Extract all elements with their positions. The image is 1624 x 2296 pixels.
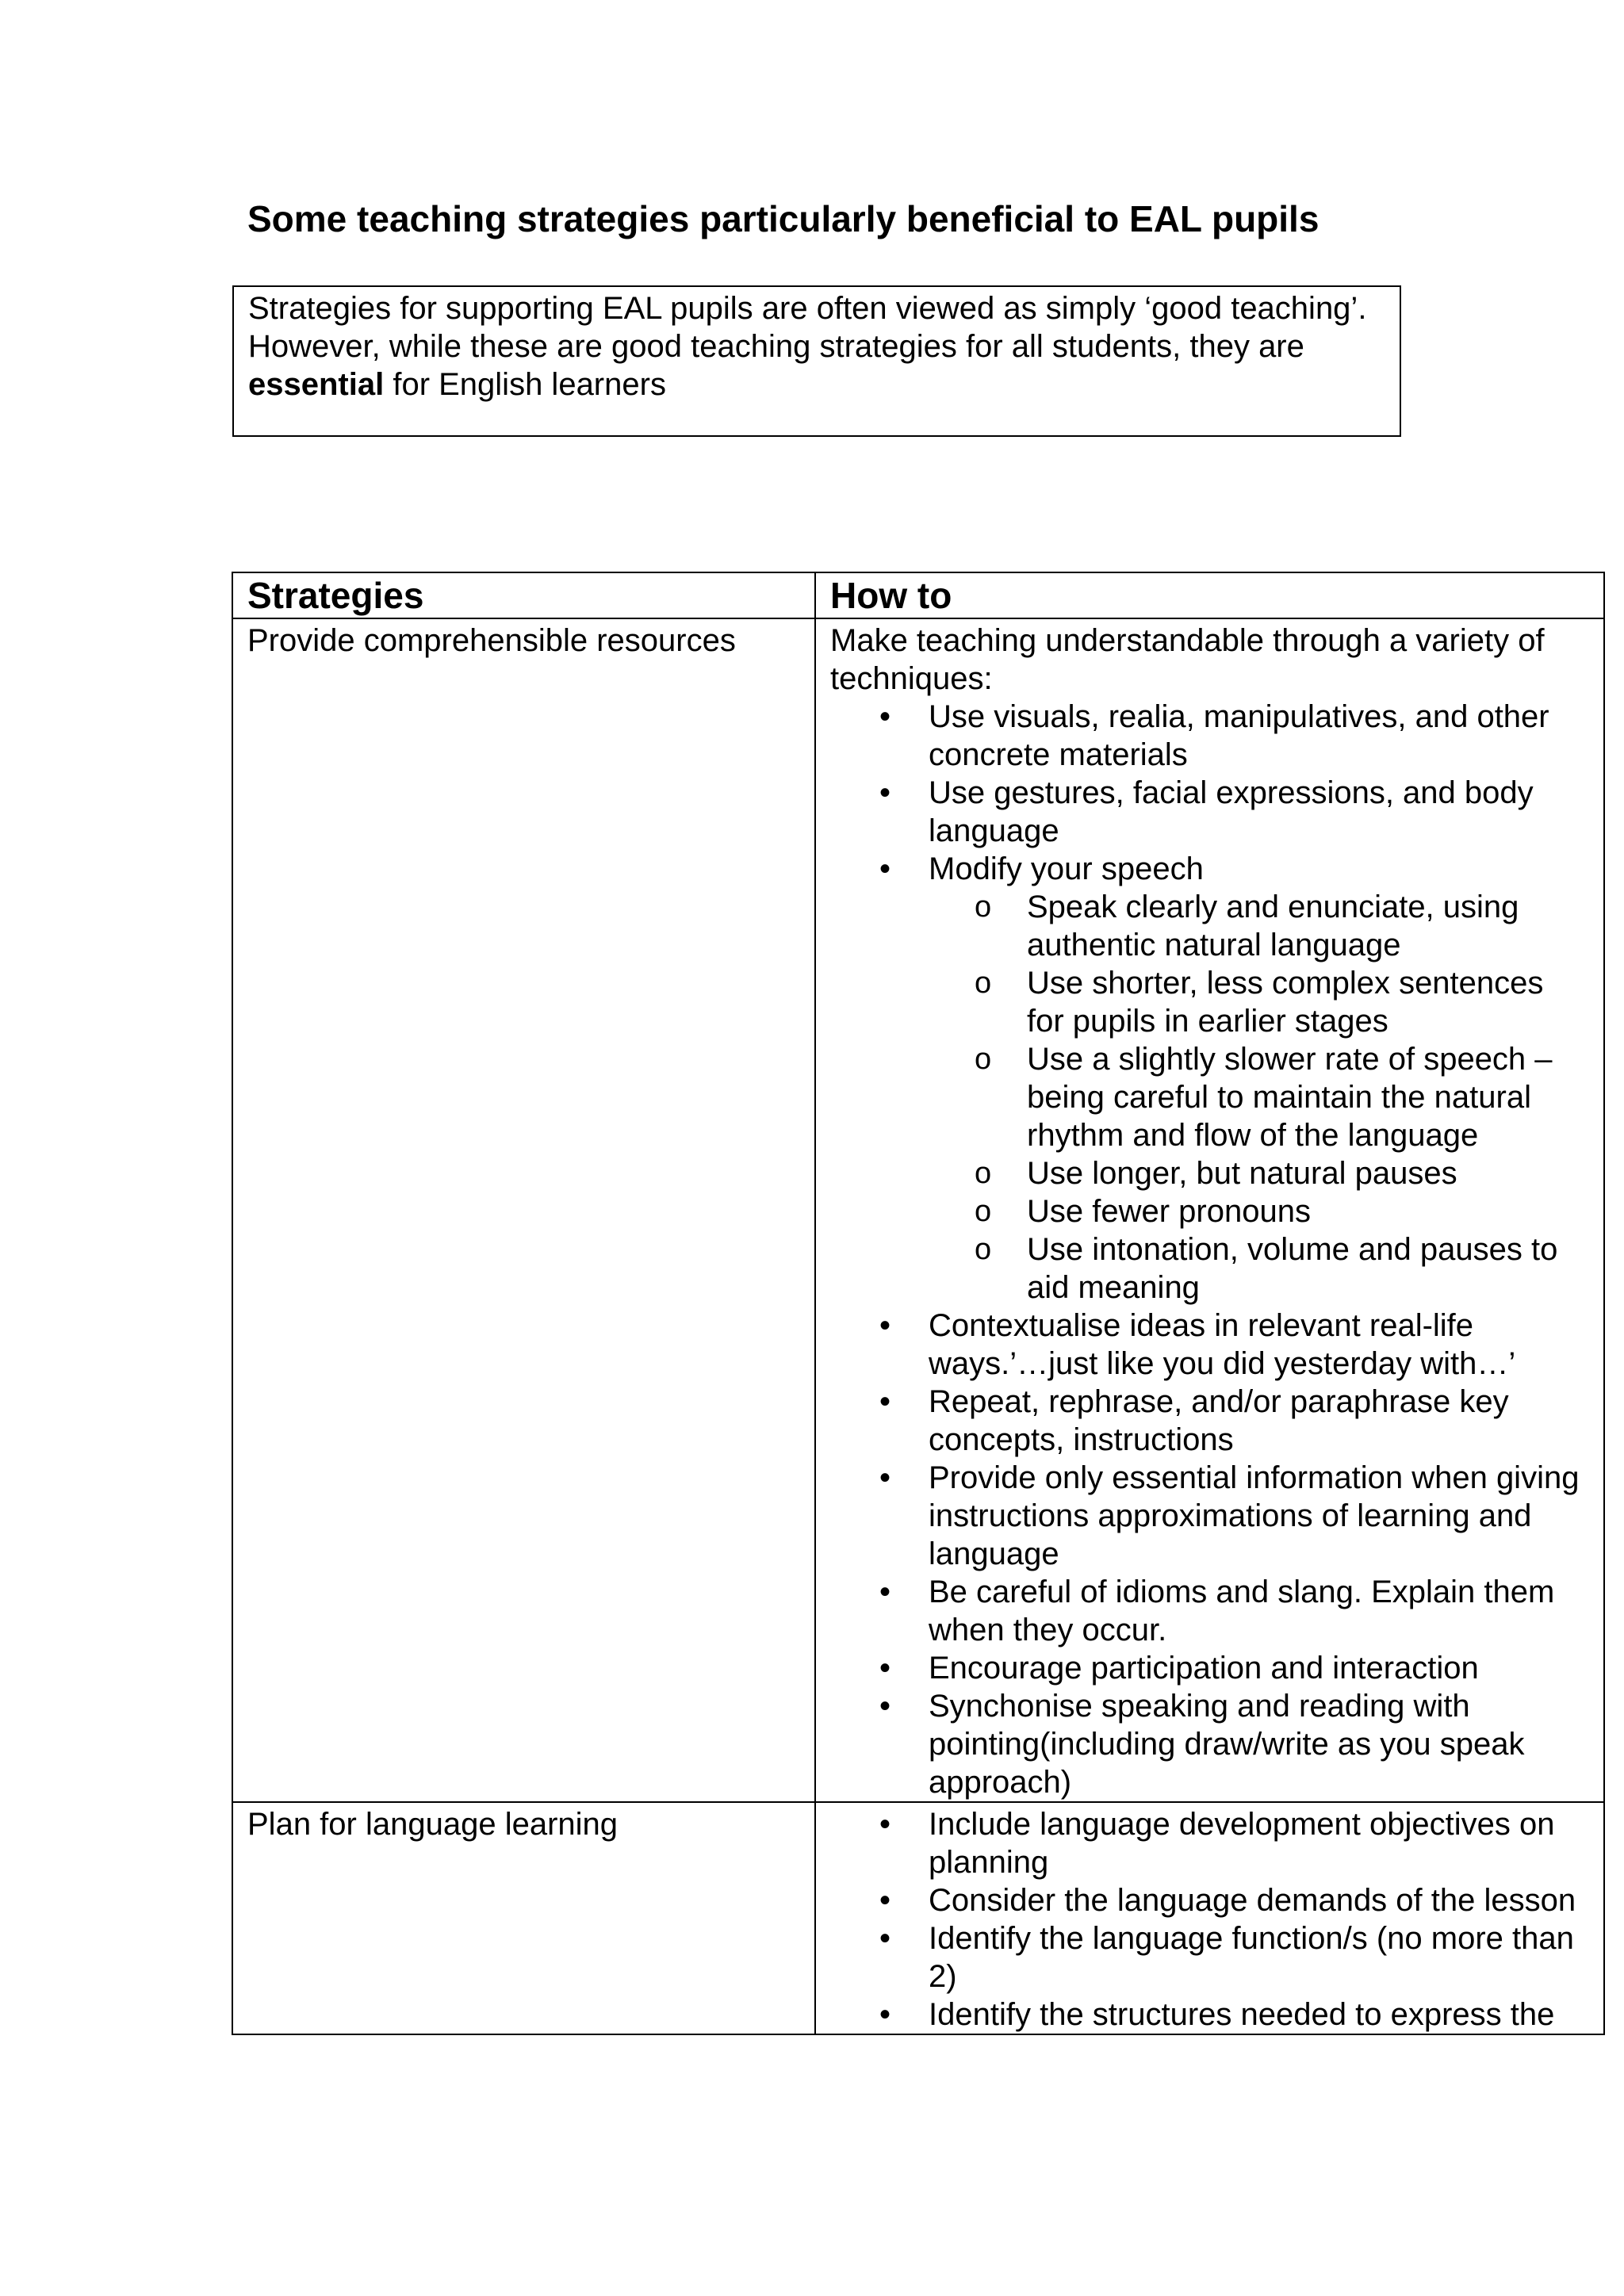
- sub-list-item: o Speak clearly and enunciate, using authentic natural language: [929, 888, 1589, 964]
- sub-list-item: o Use a slightly slower rate of speech – being careful to maintain the natural rhythm and flow of the language: [929, 1040, 1589, 1154]
- intro-line-2: [248, 327, 1385, 404]
- list-item: • Provide only essential information when giving instructions approximations of learning and language: [830, 1459, 1589, 1573]
- list-item: • Include language development objectives on planning: [830, 1805, 1589, 1881]
- list-item: • Identify the structures needed to express the: [830, 1996, 1589, 2034]
- list-item: • Be careful of idioms and slang. Explain them when they occur.: [830, 1573, 1589, 1649]
- table-row: [232, 1802, 1604, 2034]
- header-strategies: Strategies: [232, 572, 815, 618]
- sub-list-item: o Use intonation, volume and pauses to aid meaning: [929, 1230, 1589, 1307]
- strategy-label: Plan for language learning: [247, 1807, 619, 1842]
- list-item: • Contextualise ideas in relevant real-life ways.’…just like you did yesterday with…’: [830, 1307, 1589, 1383]
- how-to-cell: [815, 1802, 1604, 2034]
- table-row: [232, 618, 1604, 1802]
- list-item: • Consider the language demands of the lesson: [830, 1881, 1589, 1919]
- how-to-cell: [815, 618, 1604, 1802]
- sub-list-item: o Use shorter, less complex sentences for pupils in earlier stages: [929, 964, 1589, 1040]
- list-item: • Identify the language function/s (no more than 2): [830, 1919, 1589, 1996]
- header-how-to: How to: [815, 572, 1604, 618]
- intro-emphasis: essential: [248, 367, 385, 402]
- list-item: • Synchonise speaking and reading with pointing(including draw/write as you speak approach): [830, 1687, 1589, 1801]
- how-to-intro: Make teaching understandable through a variety of techniques:: [830, 623, 1545, 696]
- list-item-text: Modify your speech: [929, 851, 1204, 886]
- intro-line-2-suffix: for English learners: [384, 367, 666, 402]
- how-to-bullet-list: [830, 698, 1589, 1801]
- page-title: Some teaching strategies particularly beneficial to EAL pupils: [247, 198, 1320, 239]
- intro-line-1: Strategies for supporting EAL pupils are often viewed as simply ‘good teaching’.: [248, 291, 1367, 326]
- strategy-cell: [232, 618, 815, 1802]
- intro-box: [232, 285, 1401, 437]
- list-item: • Use visuals, realia, manipulatives, and other concrete materials: [830, 698, 1589, 774]
- list-item: • Encourage participation and interaction: [830, 1649, 1589, 1687]
- list-item: • Use gestures, facial expressions, and body language: [830, 774, 1589, 850]
- speech-sub-list: [929, 888, 1589, 1307]
- list-item: [830, 850, 1589, 1307]
- sub-list-item: o Use longer, but natural pauses: [929, 1154, 1589, 1192]
- intro-line-2-prefix: However, while these are good teaching strategies for all students, they are: [248, 329, 1304, 364]
- how-to-bullet-list: [830, 1805, 1589, 2034]
- sub-list-item: o Use fewer pronouns: [929, 1192, 1589, 1230]
- strategy-label: Provide comprehensible resources: [247, 623, 736, 658]
- table-header-row: [232, 572, 1604, 618]
- strategies-table: [232, 572, 1605, 2035]
- strategy-cell: [232, 1802, 815, 2034]
- list-item: • Repeat, rephrase, and/or paraphrase key concepts, instructions: [830, 1383, 1589, 1459]
